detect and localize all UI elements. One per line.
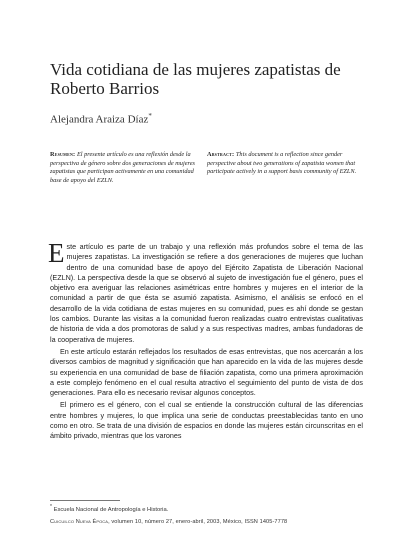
journal-name: Cuicuilco Nueva Época [50, 519, 109, 525]
abstract-english [207, 151, 357, 177]
article-body [48, 238, 363, 442]
body-paragraph-3: El primero es el género, con el cual se entiende la construcción cultural de las diferencias entre hombres y mujeres, lo que implica una serie de conductas preestablecidas tanto en uno como en otro. Se trata de una división de espacios en donde las mujeres están circunscritas en el ámbito privado, mientras que los varones [50, 400, 363, 441]
footnote-mark: * [50, 504, 52, 510]
author-name: Alejandra Araiza Díaz [50, 113, 149, 126]
abstract-english-text: This document is a reflection since gender perspective about two generations of zapatista women that participate actively in a support basis community of EZLN. [207, 151, 357, 176]
abstract-english-label: Abstract: [207, 151, 235, 158]
abstract-spanish [50, 151, 200, 185]
article-title: Vida cotidiana de las mujeres zapatistas de Roberto Barrios [50, 60, 341, 98]
journal-details: volumen 10, número 27, enero-abril, 2003, México, ISSN 1405-7778 [111, 519, 288, 525]
abstract-spanish-text: El presente artículo es una reflexión desde la perspectiva de género sobre dos generaciones de mujeres zapatistas que participan activamente en una comunidad base de apoyo del EZLN. [50, 151, 195, 184]
footnote-divider [50, 500, 120, 501]
body-paragraph-1-text: ste artículo es parte de un trabajo y una reflexión más profundos sobre el tema de las mujeres zapatistas. La investigación se refiere a dos generaciones de mujeres que luchan dentro de una comunidad base de apoyo del Ejército Zapatista de Liberación Nacional (EZLN). La perspectiva desde la que se observó al sujeto de investigación fue el género, pues el objetivo era averiguar las relaciones asimétricas entre hombres y mujeres en el interior de la comunidad a partir de que ésta se asumió zapatista. Asimismo, el análisis se enfocó en el desarrollo de la vida cotidiana de estas mujeres en su comunidad, pues es ahí donde se gestan los cambios. Durante las visitas a la comunidad fueron realizadas cuatro entrevistas cualitativas de historia de vida a dos promotoras de salud y a sus respectivas madres, ambas fundadoras de la cooperativa de mujeres. [50, 242, 363, 344]
article-author [50, 112, 152, 126]
abstract-spanish-label: Resumen: [50, 151, 76, 158]
footnote [50, 504, 168, 513]
body-paragraph-1 [48, 238, 363, 345]
drop-cap: E [48, 238, 65, 268]
body-paragraph-2: En este artículo estarán reflejados los resultados de esas entrevistas, que nos acercarán a los diversos cambios de magnitud y significación que han aparecido en la vida de las mujeres desde su experiencia en una comunidad de base de filiación zapatista, como una primera aproximación a este complejo fenómeno en el cual resulta atractivo el seguimiento del punto de vista de dos generaciones. Para ello es necesario revisar algunos conceptos. [50, 346, 363, 398]
journal-footer: Cuicuilco Nueva Época, volumen 10, número 27, enero-abril, 2003, México, ISSN 1405-7778 [50, 519, 288, 525]
author-footnote-mark: * [148, 112, 152, 120]
footnote-text: Escuela Nacional de Antropología e Historia. [53, 506, 169, 513]
